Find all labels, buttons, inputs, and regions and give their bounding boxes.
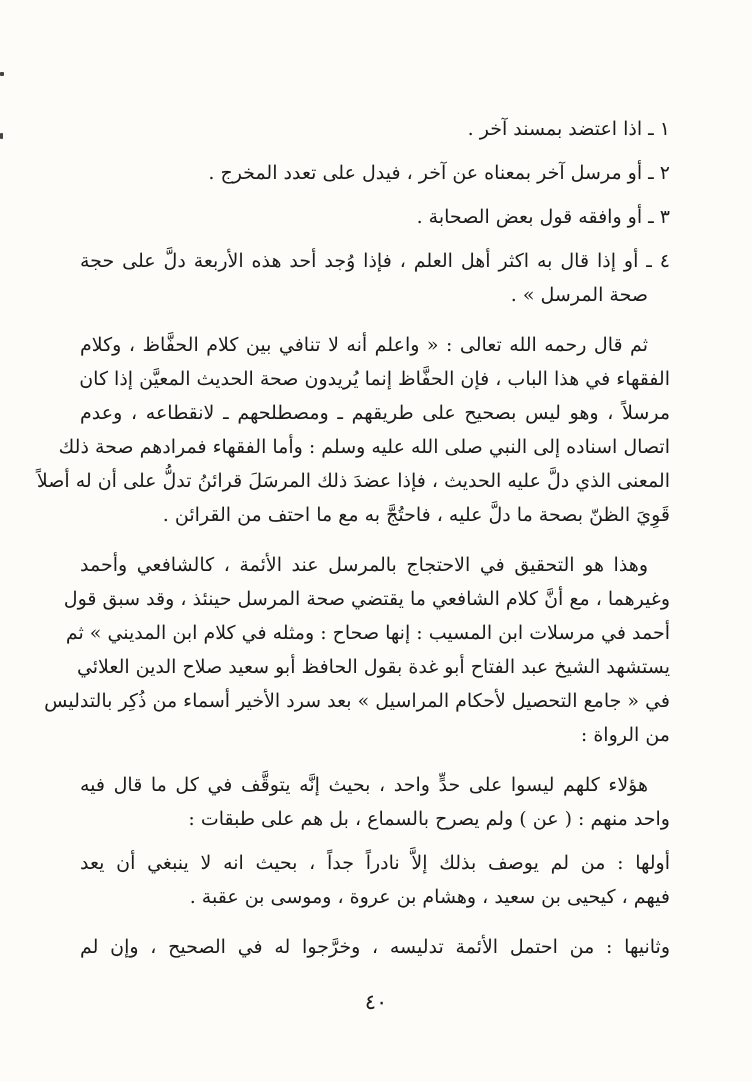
list-item-2: ٢ ـ أو مرسل آخر بمعناه عن آخر ، فيدل على تعدد المخرج .: [208, 162, 670, 184]
paragraph-1-line-1: ثم قال رحمه الله تعالى : « واعلم أنه لا تنافي بين كلام الحفَّاظ ، وكلام: [80, 334, 648, 356]
paragraph-2-line-2: وغيرهما ، مع أنَّ كلام الشافعي ما يقتضي صحة المرسل حينئذ ، وقد سبق قول: [63, 588, 670, 610]
paragraph-1-line-2: الفقهاء في هذا الباب ، فإن الحفَّاظ إنما يُريدون صحة الحديث المعيَّن إذا كان: [79, 368, 670, 390]
category-1-line-1: أولها : من لم يوصف بذلك إلاَّ نادراً جداً ، بحيث انه لا ينبغي أن يعد: [80, 852, 670, 874]
paragraph-1-line-3: مرسلاً ، وهو ليس بصحيح على طريقهم ـ ومصطلحهم ـ لانقطاعه ، وعدم: [80, 402, 670, 424]
paragraph-1-line-4: اتصال اسناده إلى النبي صلى الله عليه وسلم : وأما الفقهاء فمرادهم صحة ذلك: [58, 436, 670, 458]
list-item-3: ٣ ـ أو وافقه قول بعض الصحابة .: [416, 206, 670, 228]
page-number: ٤٠: [364, 990, 388, 1014]
margin-mark-middle: [0, 133, 3, 139]
paragraph-2-line-3: أحمد في مرسلات ابن المسيب : إنها صحاح : ومثله في كلام ابن المديني » ثم: [65, 622, 670, 644]
paragraph-1-line-6: قَوِيَ الظنّ بصحة ما دلَّ عليه ، فاحتُجَّ به مع ما احتف من القرائن .: [162, 504, 670, 526]
list-item-4-continued: صحة المرسل » .: [510, 284, 648, 306]
quote-line-2: واحد منهم : ( عن ) ولم يصرح بالسماع ، بل هم على طبقات :: [188, 808, 670, 830]
category-1-line-2: فيهم ، كيحيى بن سعيد ، وهشام بن عروة ، وموسى بن عقبة .: [189, 886, 670, 908]
paragraph-1-line-5: المعنى الذي دلَّ عليه الحديث ، فإذا عضدَ ذلك المرسَلَ قرائنُ تدلُّ على أن له أصلاً: [36, 470, 670, 492]
list-item-4: ٤ ـ أو إذا قال به اكثر أهل العلم ، فإذا وُجد أحد هذه الأربعة دلَّ على حجة: [80, 250, 670, 272]
paragraph-2-line-6: من الرواة :: [580, 724, 670, 746]
paragraph-2-line-4: يستشهد الشيخ عبد الفتاح أبو غدة بقول الحافظ أبو سعيد صلاح الدين العلائي: [76, 656, 670, 678]
category-2-line-1: وثانيها : من احتمل الأئمة تدليسه ، وخرَّجوا له في الصحيح ، وإن لم: [80, 936, 670, 958]
paragraph-2-line-5: في « جامع التحصيل لأحكام المراسيل » بعد سرد الأخير أسماء من ذُكِر بالتدليس: [44, 690, 670, 712]
margin-mark-top: [0, 72, 4, 76]
list-item-1: ١ ـ اذا اعتضد بمسند آخر .: [467, 118, 670, 140]
page-text: [36, 112, 670, 964]
paragraph-2-line-1: وهذا هو التحقيق في الاحتجاج بالمرسل عند الأئمة ، كالشافعي وأحمد: [80, 554, 648, 576]
quote-line-1: هؤلاء كلهم ليسوا على حدٍّ واحد ، بحيث إنَّه يتوقَّف في كل ما قال فيه: [80, 774, 648, 796]
